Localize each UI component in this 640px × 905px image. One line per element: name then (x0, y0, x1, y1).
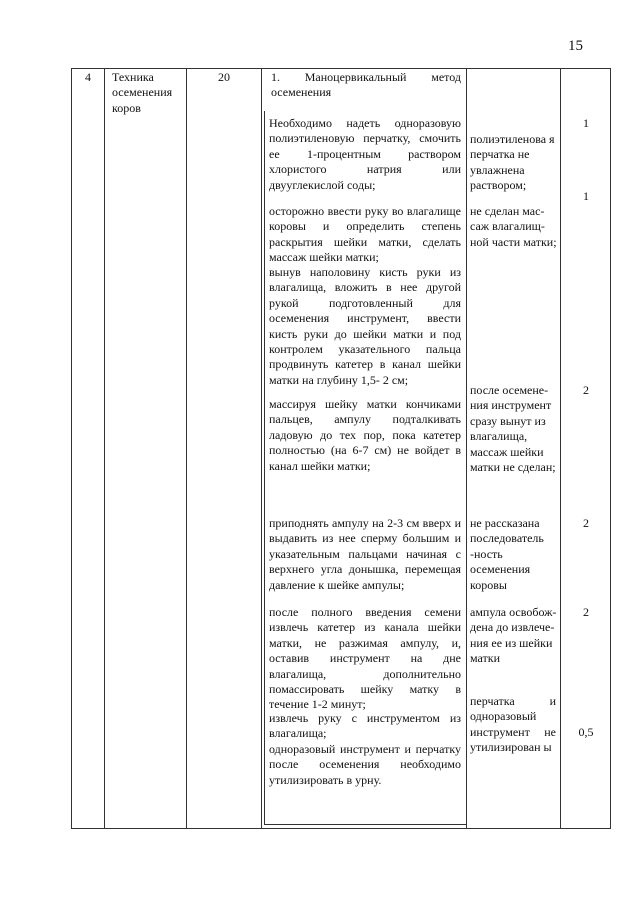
error-text: после осемене-ния инструмент сразу вынут из влагалища, массаж шейки матки не сделан; (470, 383, 556, 475)
points-cell: 2 (583, 516, 589, 530)
step-text: массируя шейку матки кончиками пальцев, ампулу подталкивать ладовую до тех пор, пока катетер полностью (на 6-7 см) не войдет в канал шейки матки; (269, 397, 461, 473)
step-text: приподнять ампулу на 2-3 см вверх и выдавить из нее сперму большим и указательным пальцами начиная с верхнего угла донышка, перемещая давление к шейке ампулы; (269, 516, 461, 592)
error-text: не сделан мас-саж влагалищ-ной части матки; (470, 204, 557, 249)
step-text: одноразовый инструмент и перчатку после осеменения необходимо утилизировать в урну. (269, 742, 461, 787)
column-divider (466, 68, 467, 829)
method-heading: 1. Маноцервикальный метод осеменения (271, 70, 461, 100)
error-text: перчатка и одноразовый инструмент не утилизирован ы (470, 694, 556, 755)
points-cell: 2 (583, 605, 589, 619)
column-divider (186, 68, 187, 829)
step-text: Необходимо надеть одноразовую полиэтиленовую перчатку, смочить ее 1-процентным раствором хлористого натрия или двууглекислой соды; (269, 116, 461, 192)
column-divider (560, 68, 561, 829)
step-text: извлечь руку с инструментом из влагалища; (269, 711, 461, 741)
column-divider (104, 68, 105, 829)
error-text: не рассказана последователь -ность осеменения коровы (470, 516, 544, 592)
inner-divider (264, 111, 265, 824)
points-cell: 1 (583, 189, 589, 203)
points-cell: 2 (583, 383, 589, 397)
points-cell: 0,5 (578, 725, 594, 739)
step-text: осторожно ввести руку во влагалище коровы и определить степень раскрытия шейки матки, сделать массаж шейки матки; (269, 204, 461, 265)
hours-cell: 20 (218, 70, 230, 84)
error-text: ампула освобож-дена до извлече-ния ее из шейки матки (470, 605, 557, 666)
row-number: 4 (85, 70, 91, 84)
step-text: после полного введения семени извлечь катетер из канала шейки матки, не разжимая ампулу, и, оставив инструмент на дне влагалища, дополнительно помассировать шейку матку в течение 1-2 минут; (269, 605, 461, 712)
inner-divider (264, 824, 466, 825)
column-divider (261, 68, 262, 829)
step-text: вынув наполовину кисть руки из влагалища, вложить в нее другой рукой подготовленный для осеменения инструмент, ввести кисть руки до шейки матки и под контролем указательного пальца продвинуть катетер в канал шейки матки на глубину 1,5- 2 см; (269, 265, 461, 387)
topic-cell: Техника осеменения коров (112, 70, 173, 115)
points-cell: 1 (583, 116, 589, 130)
page-number: 15 (568, 38, 583, 54)
error-text: полиэтиленова я перчатка не увлажнена раствором; (470, 132, 555, 193)
